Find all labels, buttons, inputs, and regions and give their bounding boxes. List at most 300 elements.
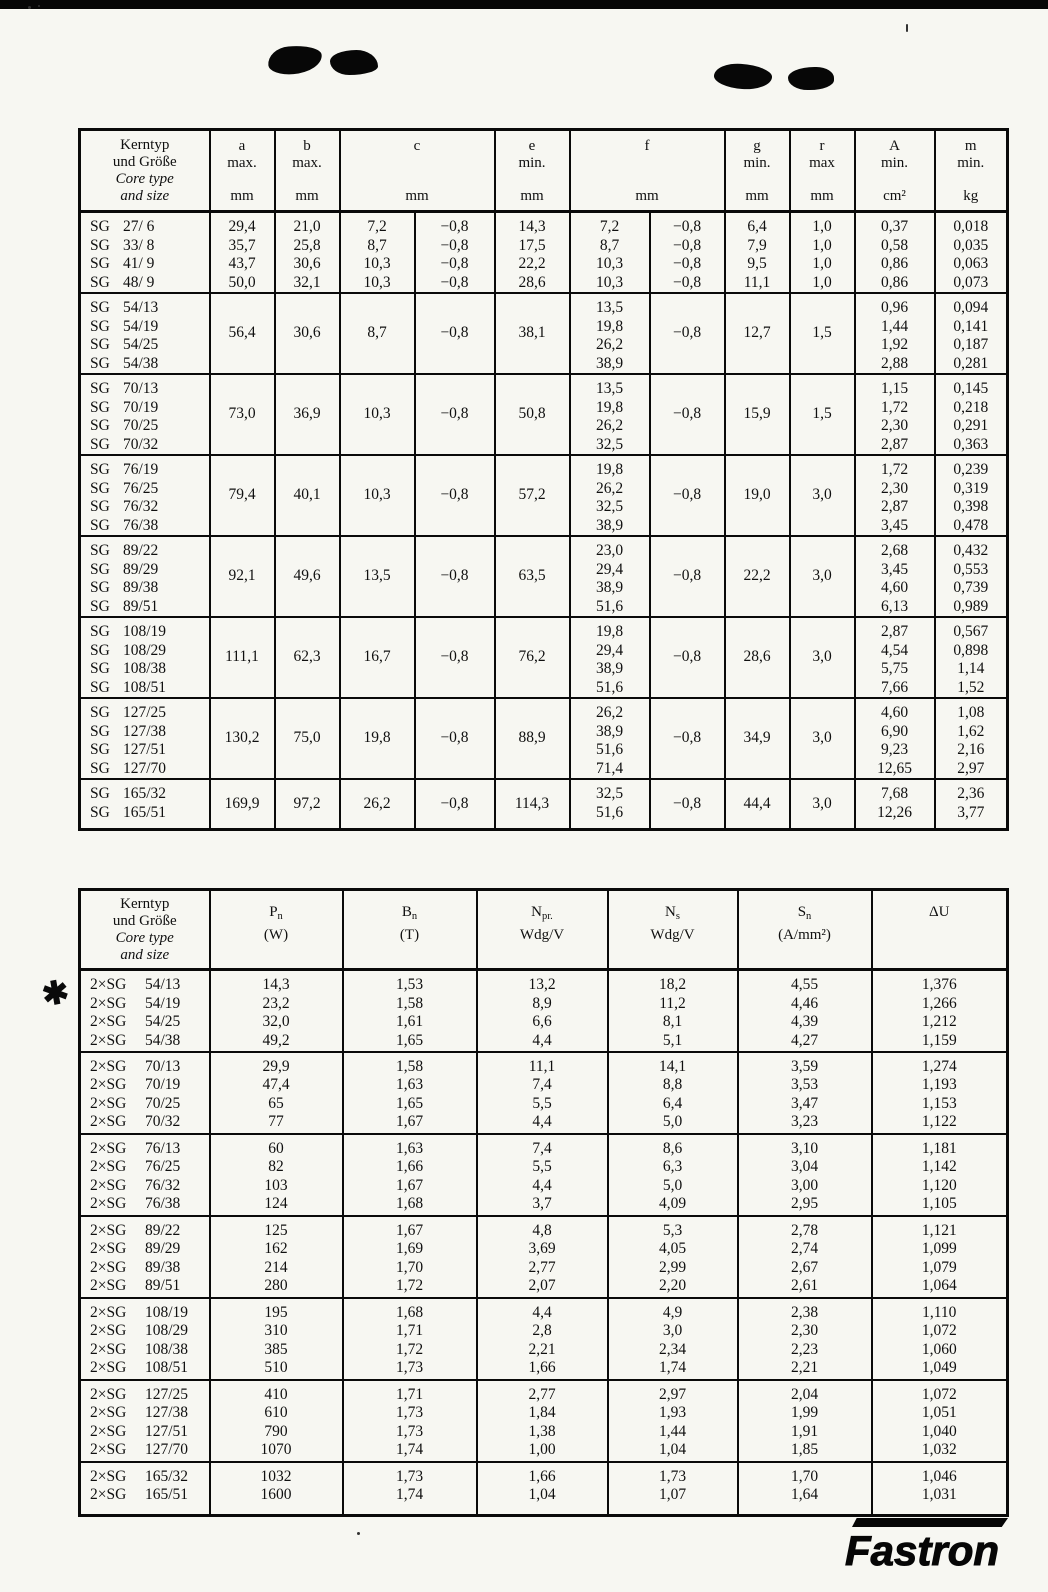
value: 1,72: [395, 1277, 424, 1294]
core-size: 127/38: [123, 722, 167, 740]
value: 28,6: [518, 273, 546, 291]
cell-b: [275, 617, 340, 698]
header-symbol: c: [413, 138, 421, 154]
value: −0,8: [440, 255, 469, 272]
value: 34,9: [743, 729, 771, 747]
value: 30,6: [293, 255, 321, 272]
core-size: 76/13: [145, 1139, 181, 1157]
logo-bar: [852, 1518, 1008, 1527]
column-header-ΔU: [872, 890, 1008, 970]
core-size: 89/51: [123, 597, 159, 615]
cell-npr: [477, 1380, 608, 1462]
value: 10,3: [363, 273, 391, 291]
core-size: 70/25: [123, 417, 159, 434]
value: 7,66: [880, 678, 909, 696]
cell-m: [935, 617, 1008, 698]
value: 1,266: [921, 994, 957, 1012]
value: 0,478: [953, 516, 989, 534]
header-unit: mm: [520, 188, 544, 204]
core-prefix: 2×SG: [90, 1422, 127, 1440]
value: 88,9: [518, 729, 546, 747]
value: 1,0: [812, 236, 832, 254]
value: 2,8: [532, 1322, 552, 1339]
core-type: [90, 1441, 209, 1460]
value: 1,99: [790, 1404, 819, 1421]
cell-c: [340, 455, 415, 536]
value: 8,8: [662, 1076, 683, 1093]
value: 6,4: [662, 1094, 683, 1112]
core-type: [90, 1222, 209, 1241]
header-unit: mm: [745, 188, 769, 204]
value: 1,73: [395, 1467, 424, 1485]
core-type: [90, 355, 209, 374]
cell-r: [790, 617, 855, 698]
cell-A: [855, 293, 935, 374]
core-prefix: 2×SG: [90, 1031, 127, 1049]
value: 2,77: [528, 1258, 556, 1276]
value: 32,1: [293, 273, 321, 291]
core-type: [90, 1240, 209, 1259]
cell-a: [210, 455, 275, 536]
cell-pn: [210, 970, 343, 1052]
value: 2,23: [790, 1340, 819, 1358]
value: 1,060: [921, 1340, 957, 1358]
value: 5,75: [880, 660, 909, 677]
value: 1,52: [957, 678, 985, 696]
core-type: [90, 1140, 209, 1159]
core-prefix: SG: [90, 785, 110, 802]
value: 1,91: [790, 1422, 819, 1440]
core-size: 54/19: [145, 994, 181, 1012]
core-group-row: [80, 698, 1008, 779]
cell-ctol: [415, 212, 495, 294]
core-size: 108/29: [123, 641, 167, 659]
value: 1,72: [395, 1340, 424, 1358]
core-size: 76/19: [123, 461, 159, 478]
value: 3,04: [790, 1158, 819, 1175]
cell-sn: [738, 1380, 872, 1462]
core-size: 76/25: [145, 1158, 181, 1175]
value: 23,2: [262, 994, 290, 1012]
value: 2,16: [957, 741, 985, 758]
core-prefix: SG: [90, 641, 110, 659]
core-prefix: SG: [90, 722, 110, 740]
core-prefix: 2×SG: [90, 976, 127, 993]
header-unit: Wdg/V: [650, 927, 695, 943]
cell-bn: [343, 970, 477, 1052]
value: 38,9: [595, 722, 624, 740]
value: 10,3: [595, 255, 624, 272]
cell-pn: [210, 1052, 343, 1134]
core-prefix: 2×SG: [90, 994, 127, 1012]
core-type: [90, 804, 209, 823]
core-size: 108/38: [123, 660, 167, 677]
cell-ns: [608, 1462, 738, 1516]
cell-a: [210, 617, 275, 698]
value: 4,55: [790, 976, 819, 993]
cell-ns: [608, 1380, 738, 1462]
value: 103: [264, 1176, 288, 1194]
cell-a: [210, 779, 275, 829]
value: −0,8: [440, 236, 469, 254]
cell-npr: [477, 970, 608, 1052]
value: 1,84: [528, 1404, 556, 1421]
core-prefix: 2×SG: [90, 1013, 127, 1030]
value: 2,99: [658, 1258, 687, 1276]
cell-npr: [477, 1462, 608, 1516]
value: −0,8: [672, 794, 702, 812]
cell-c: [340, 293, 415, 374]
value: 0,58: [880, 236, 909, 254]
value: 1,67: [395, 1113, 424, 1130]
core-type: [90, 642, 209, 661]
cell-du: [872, 970, 1008, 1052]
cell-ctol: [415, 293, 495, 374]
value: 1,072: [921, 1385, 957, 1403]
value: 50,0: [228, 273, 256, 291]
value: 1,62: [957, 722, 985, 740]
value: 0,291: [953, 417, 989, 434]
cell-b: [275, 374, 340, 455]
value: 1,122: [921, 1113, 957, 1130]
core-size: 127/38: [145, 1404, 189, 1421]
value: 5,5: [532, 1158, 552, 1175]
value: 32,5: [595, 498, 624, 515]
cell-e: [495, 212, 570, 294]
value: 1,079: [921, 1258, 957, 1276]
value: 51,6: [595, 741, 624, 758]
value: 51,6: [595, 597, 624, 615]
value: 5,0: [662, 1113, 683, 1130]
value: 1,064: [921, 1277, 957, 1294]
value: −0,8: [440, 567, 469, 585]
value: 2,74: [790, 1240, 819, 1257]
core-prefix: 2×SG: [90, 1340, 127, 1358]
value: 22,2: [518, 255, 546, 272]
core-size: 70/13: [123, 380, 159, 397]
core-prefix: SG: [90, 218, 110, 235]
cell-r: [790, 293, 855, 374]
value: 0,398: [953, 498, 989, 515]
core-type: [90, 1341, 209, 1360]
value: −0,8: [672, 324, 702, 342]
core-type: [90, 623, 209, 642]
core-type: [90, 1113, 209, 1132]
value: 3,23: [790, 1113, 819, 1130]
value: 14,3: [262, 976, 290, 993]
value: 3,0: [812, 648, 832, 666]
core-type: [90, 318, 209, 337]
value: 3,00: [790, 1176, 819, 1194]
cell-f: [570, 212, 650, 294]
value: 65: [268, 1094, 284, 1112]
value: 1,049: [921, 1359, 957, 1376]
value: 2,21: [790, 1359, 819, 1376]
value: 2,97: [658, 1385, 687, 1403]
value: 2,07: [528, 1277, 556, 1294]
cell-ns: [608, 1298, 738, 1380]
value: 4,4: [532, 1031, 552, 1049]
value: 4,8: [532, 1221, 552, 1239]
value: 1,72: [880, 461, 909, 478]
value: 1,65: [395, 1094, 424, 1112]
cell-g: [725, 779, 790, 829]
cell-A: [855, 374, 935, 455]
value: 0,073: [953, 273, 989, 291]
value: 1,274: [921, 1057, 957, 1075]
header-unit: cm²: [883, 188, 906, 204]
cell-g: [725, 536, 790, 617]
value: 56,4: [228, 324, 256, 342]
header-spec: [571, 155, 724, 171]
core-type: [90, 1013, 209, 1032]
cell-r: [790, 779, 855, 829]
value: 2,87: [880, 435, 909, 453]
value: 2,21: [528, 1340, 556, 1358]
header-unit: mm: [405, 188, 429, 204]
value: 16,7: [363, 648, 391, 666]
value: 3,45: [880, 560, 909, 578]
header-symbol: [873, 903, 1007, 926]
value: 1600: [260, 1486, 292, 1503]
column-header-e: [495, 130, 570, 212]
core-type: [90, 517, 209, 536]
value: 1,70: [790, 1467, 819, 1485]
value: 1,08: [957, 704, 985, 721]
value: 3,7: [532, 1195, 552, 1212]
cell-ftol: [650, 293, 725, 374]
value: 1,69: [395, 1240, 424, 1257]
value: 1,64: [790, 1486, 819, 1503]
header-symbol: f: [644, 138, 650, 154]
cell-r: [790, 536, 855, 617]
value: 10,3: [363, 486, 391, 504]
value: 3,0: [812, 567, 832, 585]
cell-sn: [738, 1298, 872, 1380]
core-prefix: SG: [90, 542, 110, 559]
value: 51,6: [595, 803, 624, 821]
header-spec: min.: [880, 155, 909, 171]
header-unit: (T): [399, 927, 420, 943]
value: 2,30: [880, 479, 909, 497]
cell-du: [872, 1216, 1008, 1298]
header-unit: (W): [263, 927, 289, 943]
value: 10,3: [363, 405, 391, 423]
cell-f: [570, 374, 650, 455]
value: 3,0: [662, 1322, 683, 1339]
value: 0,363: [953, 435, 989, 453]
value: 2,77: [528, 1385, 556, 1403]
value: 280: [264, 1277, 288, 1294]
value: 410: [264, 1385, 288, 1403]
core-size: 89/22: [145, 1221, 181, 1239]
core-type: [90, 417, 209, 436]
value: 0,035: [953, 236, 989, 254]
core-type-cell: [80, 698, 210, 779]
value: 38,9: [595, 579, 624, 596]
column-header-Pn: [210, 890, 343, 970]
value: −0,8: [672, 567, 702, 585]
core-prefix: SG: [90, 704, 110, 721]
core-prefix: SG: [90, 803, 110, 821]
core-size: 89/38: [145, 1258, 181, 1276]
value: 62,3: [293, 648, 321, 666]
value: 5,5: [532, 1094, 552, 1112]
value: −0,8: [440, 729, 469, 747]
value: 38,9: [595, 660, 624, 677]
value: 1,72: [880, 398, 909, 416]
value: 8,7: [599, 236, 620, 254]
value: 17,5: [518, 236, 546, 254]
value: 1,15: [880, 380, 909, 397]
core-group-row: [80, 536, 1008, 617]
core-prefix: SG: [90, 461, 110, 478]
value: 32,5: [595, 785, 624, 802]
value: 1,53: [395, 976, 424, 993]
logo-text: Fastron: [844, 1527, 999, 1574]
header-line: Core type: [115, 929, 174, 946]
power-group-row: [80, 1298, 1008, 1380]
value: −0,8: [672, 255, 702, 272]
value: −0,8: [672, 648, 702, 666]
core-type-cell: [80, 1216, 210, 1298]
header-symbol: a: [238, 138, 246, 154]
value: 40,1: [293, 486, 321, 504]
value: 195: [264, 1303, 288, 1321]
core-type-cell: [80, 1298, 210, 1380]
value: 19,8: [595, 398, 624, 416]
value: 0,432: [953, 542, 989, 559]
cell-pn: [210, 1462, 343, 1516]
value: 1,0: [812, 273, 832, 291]
value: 19,8: [595, 623, 624, 640]
value: −0,8: [672, 729, 702, 747]
core-prefix: 2×SG: [90, 1486, 127, 1503]
header-unit: mm: [635, 188, 659, 204]
core-size: 108/51: [145, 1359, 189, 1376]
core-prefix: 2×SG: [90, 1139, 127, 1157]
cell-f: [570, 617, 650, 698]
cell-pn: [210, 1216, 343, 1298]
value: 1,73: [395, 1422, 424, 1440]
cell-f: [570, 779, 650, 829]
value: 29,4: [595, 641, 624, 659]
core-prefix: SG: [90, 678, 110, 696]
core-type: [90, 399, 209, 418]
core-group-row: [80, 455, 1008, 536]
value: 10,3: [595, 273, 624, 291]
value: 18,2: [658, 976, 687, 993]
cell-m: [935, 536, 1008, 617]
value: 6,6: [532, 1013, 552, 1030]
cell-r: [790, 455, 855, 536]
cell-e: [495, 617, 570, 698]
ink-smudge: [788, 67, 834, 90]
value: 75,0: [293, 729, 321, 747]
core-type: [90, 1468, 209, 1487]
cell-du: [872, 1380, 1008, 1462]
header-symbol: [609, 903, 737, 926]
value: 0,063: [953, 255, 989, 272]
value: 0,239: [953, 461, 989, 478]
value: −0,8: [672, 218, 702, 235]
value: 4,54: [880, 641, 909, 659]
value: 1,00: [528, 1441, 556, 1458]
cell-g: [725, 617, 790, 698]
value: 38,1: [518, 324, 546, 342]
value: 2,67: [790, 1258, 819, 1276]
value: −0,8: [672, 236, 702, 254]
cell-bn: [343, 1462, 477, 1516]
value: −0,8: [672, 273, 702, 291]
core-prefix: 2×SG: [90, 1240, 127, 1257]
value: 19,8: [595, 461, 624, 478]
column-header-f: [570, 130, 725, 212]
value: 3,77: [957, 803, 985, 821]
value: 35,7: [228, 236, 256, 254]
core-type: [90, 1486, 209, 1505]
core-prefix: SG: [90, 354, 110, 372]
value: 4,27: [790, 1031, 819, 1049]
core-type: [90, 1423, 209, 1442]
cell-e: [495, 374, 570, 455]
cell-a: [210, 536, 275, 617]
core-size: 89/38: [123, 579, 159, 596]
value: 51,6: [595, 678, 624, 696]
value: 0,141: [953, 317, 989, 335]
value: 310: [264, 1322, 288, 1339]
core-prefix: SG: [90, 435, 110, 453]
value: 1,121: [921, 1221, 957, 1239]
cell-ftol: [650, 374, 725, 455]
value: 0,96: [880, 299, 909, 316]
dimensions-table-header: [80, 130, 1008, 212]
column-header-a: [210, 130, 275, 212]
value: 1,072: [921, 1322, 957, 1339]
value: 1,153: [921, 1094, 957, 1112]
value: 0,319: [953, 479, 989, 497]
core-size: 76/38: [145, 1195, 181, 1212]
value: 2,30: [880, 417, 909, 434]
value: 26,2: [595, 336, 624, 353]
cell-m: [935, 779, 1008, 829]
cell-ftol: [650, 617, 725, 698]
value: 1,92: [880, 336, 909, 353]
value: 60: [268, 1139, 284, 1157]
core-type: [90, 723, 209, 742]
value: 19,0: [743, 486, 771, 504]
scan-artifact: [28, 6, 31, 9]
core-type: [90, 542, 209, 561]
core-prefix: 2×SG: [90, 1258, 127, 1276]
header-unit: Wdg/V: [519, 927, 565, 943]
value: 0,218: [953, 398, 989, 416]
value: 1,105: [921, 1195, 957, 1212]
value: 1,63: [395, 1139, 424, 1157]
core-prefix: SG: [90, 299, 110, 316]
core-type-cell: [80, 374, 210, 455]
value: 13,5: [595, 380, 624, 397]
value: 26,2: [595, 417, 624, 434]
value: −0,8: [440, 324, 469, 342]
value: 7,68: [880, 785, 909, 802]
core-type: [90, 218, 209, 237]
core-prefix: SG: [90, 498, 110, 515]
value: 57,2: [518, 486, 546, 504]
core-size: 70/13: [145, 1057, 181, 1075]
core-type-header: [80, 130, 210, 212]
value: 0,094: [953, 299, 989, 316]
